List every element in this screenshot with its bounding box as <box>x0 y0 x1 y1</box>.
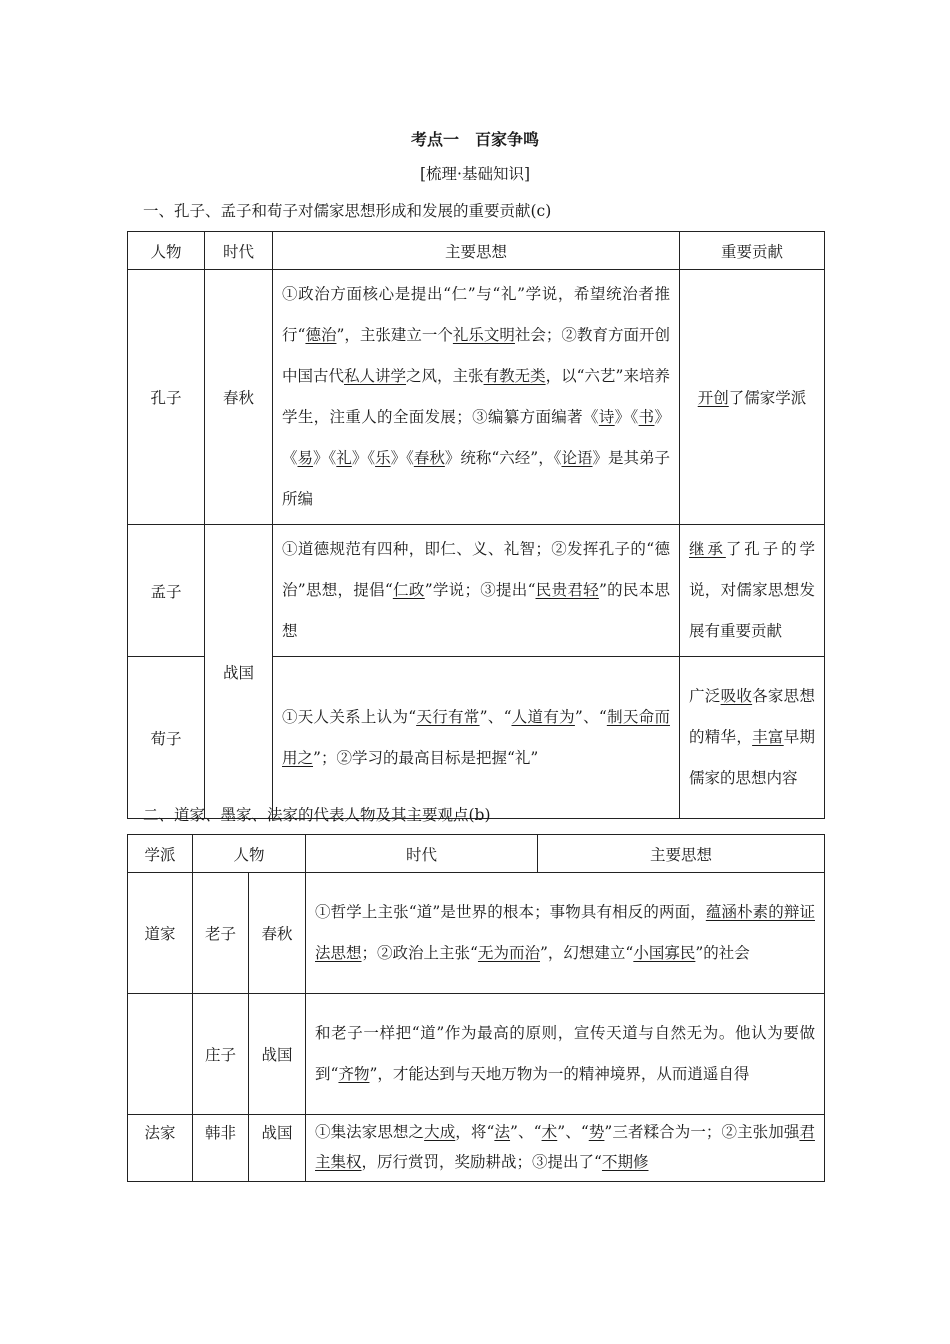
text-segment: ”、“ <box>574 707 607 726</box>
header-cell: 人物 <box>128 232 205 270</box>
person-cell: 孟子 <box>128 525 205 657</box>
underlined-answer: 丰富 <box>752 728 784 746</box>
underlined-answer: 书 <box>638 408 655 426</box>
text-segment: ①道德规范有四种，即仁、义、礼智；②发挥孔子的“德治”思想，提倡“ <box>282 540 670 599</box>
confucian-table <box>127 231 825 819</box>
text-segment: ，以“六艺”来培养学生，注重人的全面发展；③编纂方面编著《 <box>282 367 670 426</box>
person-cell: 荀子 <box>128 657 205 819</box>
person-cell: 韩非 <box>193 1115 249 1182</box>
text-segment: ，将“ <box>455 1123 495 1141</box>
text-segment: 》统称“六经”，《 <box>444 449 562 467</box>
underlined-answer: 礼乐文明 <box>452 326 515 344</box>
underlined-answer: 乐 <box>375 449 391 467</box>
underlined-answer: 论语 <box>561 449 593 467</box>
person-cell: 老子 <box>193 873 249 994</box>
underlined-answer: 君主集权 <box>315 1123 815 1171</box>
text-segment: ”，才能达到与天地万物为一的精神境界，从而逍遥自得 <box>369 1065 750 1083</box>
era-cell: 春秋 <box>249 873 306 994</box>
text-segment: 之风，主张 <box>406 367 484 385</box>
text-segment: ”，幻想建立“ <box>539 944 634 962</box>
school-cell: 道家 <box>128 873 193 994</box>
schools-table <box>127 834 825 1182</box>
text-segment: 》《 <box>282 408 670 467</box>
page-title: 考点一 百家争鸣 <box>410 130 539 149</box>
person-cell: 庄子 <box>193 994 249 1115</box>
text-segment: 了儒家学派 <box>728 389 807 407</box>
underlined-answer: 法 <box>494 1123 511 1141</box>
thought-cell <box>273 270 680 525</box>
underlined-answer: 势 <box>588 1123 605 1141</box>
text-segment: ”三者糅合为一；②主张加强 <box>604 1123 800 1141</box>
underlined-answer: 术 <box>541 1123 558 1141</box>
text-segment: ”；②学习的最高目标是把握“礼” <box>313 748 539 767</box>
thought-cell <box>306 1115 825 1182</box>
underlined-answer: 私人讲学 <box>344 367 407 385</box>
section1-heading: 一、孔子、孟子和荀子对儒家思想形成和发展的重要贡献(c) <box>143 202 552 220</box>
underlined-answer: 齐物 <box>338 1065 370 1083</box>
text-segment: 》《 <box>313 449 337 467</box>
text-segment: ”，主张建立一个 <box>336 326 453 344</box>
text-segment: ”、“ <box>510 1123 542 1141</box>
text-segment: ”、“ <box>557 1123 589 1141</box>
school-cell: 法家 <box>128 1115 193 1182</box>
underlined-answer: 德治 <box>305 326 337 344</box>
text-segment: 》是其弟子所编 <box>282 449 671 508</box>
underlined-answer: 仁政 <box>392 581 425 599</box>
text-segment: ”的民本思想 <box>282 581 670 640</box>
underlined-answer: 继承 <box>689 540 726 558</box>
header-cell: 时代 <box>306 835 538 873</box>
table-row <box>128 994 825 1115</box>
person-cell: 孔子 <box>128 270 205 525</box>
text-segment: ”、“ <box>479 707 512 726</box>
text-segment: ”学说；③提出“ <box>424 581 536 599</box>
text-segment: 各家思想的精华， <box>689 687 815 746</box>
text-segment: 早期儒家的思想内容 <box>689 728 815 787</box>
underlined-answer: 有教无类 <box>483 367 546 385</box>
header-cell: 主要思想 <box>538 835 825 873</box>
table-row <box>128 270 825 525</box>
header-cell: 学派 <box>128 835 193 873</box>
underlined-answer: 民贵君轻 <box>535 581 599 599</box>
underlined-answer: 人道有为 <box>511 707 575 726</box>
table-row <box>128 1115 825 1182</box>
text-segment: 》《 <box>351 449 376 467</box>
header-cell: 重要贡献 <box>680 232 825 270</box>
underlined-answer: 制天命而用之 <box>282 707 670 767</box>
underlined-answer: 诗 <box>598 408 615 426</box>
school-cell <box>128 994 193 1115</box>
text-segment: ①集法家思想之 <box>315 1123 425 1141</box>
thought-cell <box>273 657 680 819</box>
text-segment: ，厉行赏罚，奖励耕战；③提出了“ <box>361 1153 602 1171</box>
underlined-answer: 大成 <box>424 1123 456 1141</box>
text-segment: 和老子一样把“道”作为最高的原则，宣传天道与自然无为。他认为要做到“ <box>315 1024 816 1083</box>
era-cell: 战国 <box>205 525 273 819</box>
text-segment: 社会；②教育方面开创中国古代 <box>282 326 670 385</box>
header-cell: 人物 <box>193 835 306 873</box>
thought-cell <box>306 994 825 1115</box>
text-segment: ①哲学上主张“道”是世界的根本；事物具有相反的两面， <box>315 903 706 921</box>
underlined-answer: 春秋 <box>413 449 445 467</box>
underlined-answer: 吸收 <box>720 687 753 705</box>
text-segment: ；②政治上主张“ <box>361 944 478 962</box>
section2-heading: 二、道家、墨家、法家的代表人物及其主要观点(b) <box>143 806 491 824</box>
header-cell: 时代 <box>205 232 273 270</box>
era-cell: 战国 <box>249 1115 306 1182</box>
text-segment: ①天人关系上认为“ <box>282 707 417 726</box>
underlined-answer: 天行有常 <box>416 707 480 726</box>
table-row <box>128 873 825 994</box>
underlined-answer: 小国寡民 <box>633 944 696 962</box>
text-segment: 了孔子的学说，对儒家思想发展有重要贡献 <box>689 540 815 640</box>
text-segment: 》《 <box>614 408 639 426</box>
era-cell: 战国 <box>249 994 306 1115</box>
table-header-row <box>128 232 825 270</box>
table-header-row <box>128 835 825 873</box>
table-row <box>128 525 825 657</box>
underlined-answer: 开创 <box>697 389 729 407</box>
header-cell: 主要思想 <box>273 232 680 270</box>
text-segment: 广泛 <box>689 687 721 705</box>
underlined-answer: 易 <box>297 449 314 467</box>
underlined-answer: 无为而治 <box>477 944 540 962</box>
underlined-answer: 不期修 <box>601 1153 649 1171</box>
underlined-answer: 礼 <box>336 449 352 467</box>
text-segment: ”的社会 <box>695 944 750 962</box>
underlined-answer: 蕴涵朴素的辩证法思想 <box>315 903 815 962</box>
page-subtitle: [梳理·基础知识] <box>419 165 531 183</box>
contribution-cell <box>680 525 825 657</box>
text-segment: 》《 <box>390 449 414 467</box>
era-cell: 春秋 <box>205 270 273 525</box>
contribution-cell <box>680 270 825 525</box>
thought-cell <box>306 873 825 994</box>
text-segment: ①政治方面核心是提出“仁”与“礼”学说，希望统治者推行“ <box>282 285 670 344</box>
contribution-cell <box>680 657 825 819</box>
thought-cell <box>273 525 680 657</box>
